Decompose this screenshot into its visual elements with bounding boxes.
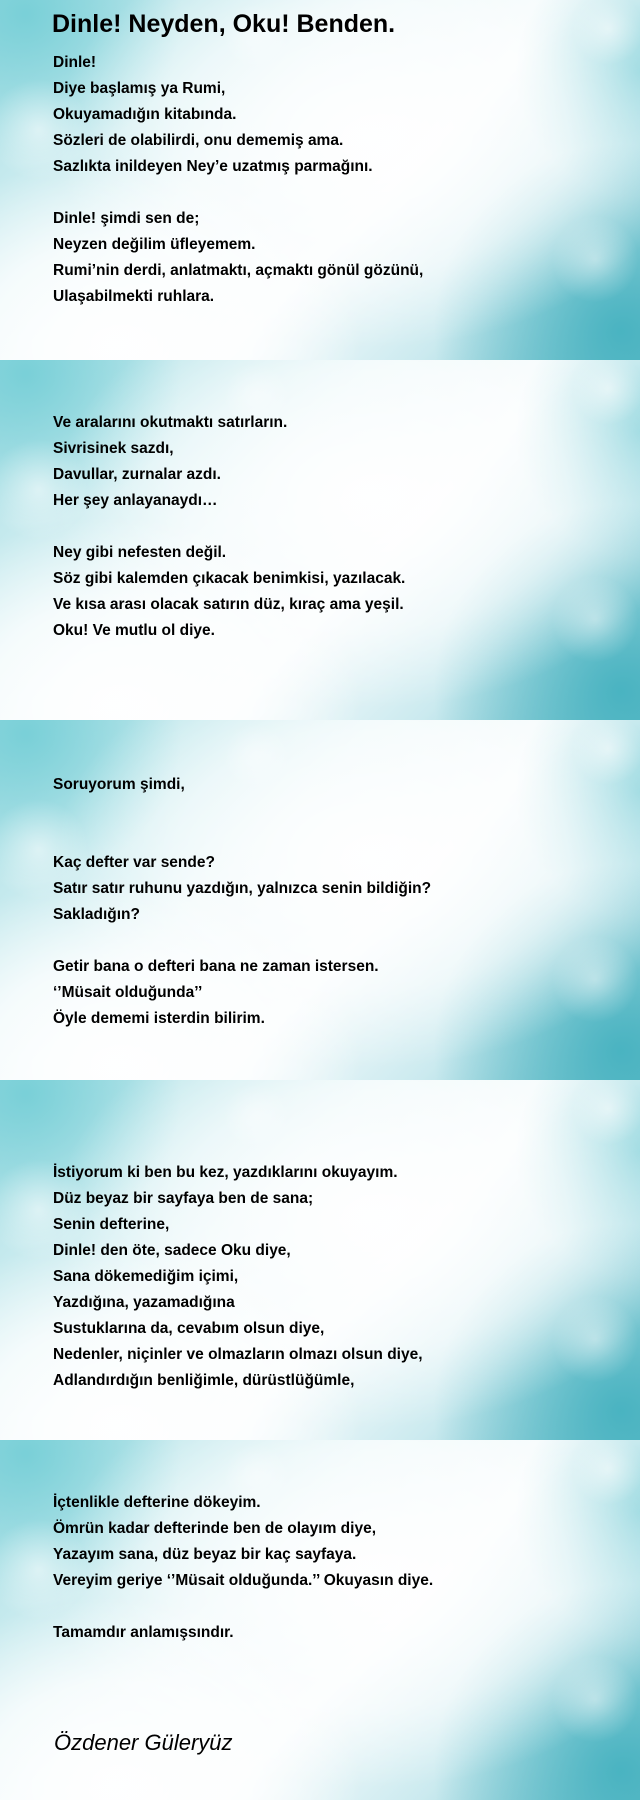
poem-line: Davullar, zurnalar azdı. xyxy=(53,466,221,483)
stanza xyxy=(53,1160,423,1394)
poem-line: Diye başlamış ya Rumi, xyxy=(53,80,226,97)
poem-line: Dinle! şimdi sen de; xyxy=(53,210,200,227)
poem-line: Ömrün kadar defterinde ben de olayım diye, xyxy=(53,1520,377,1537)
poem-panel-5 xyxy=(0,1440,640,1800)
poem-line: Düz beyaz bir sayfaya ben de sana; xyxy=(53,1190,314,1207)
stanza xyxy=(53,850,431,928)
poem-line: Sazlıkta inildeyen Ney’e uzatmış parmağını. xyxy=(53,158,373,175)
poem-line: Sustuklarına da, cevabım olsun diye, xyxy=(53,1320,325,1337)
poem-line: Sakladığın? xyxy=(53,906,140,923)
poem-line: Sana dökemediğim içimi, xyxy=(53,1268,239,1285)
stanza xyxy=(53,206,423,310)
poem-line: Soruyorum şimdi, xyxy=(53,776,185,793)
poem-line: Her şey anlayanaydı… xyxy=(53,492,218,509)
poem-line: Söz gibi kalemden çıkacak benimkisi, yazılacak. xyxy=(53,570,406,587)
poem-line: Kaç defter var sende? xyxy=(53,854,215,871)
poem-line: Neyzen değilim üfleyemem. xyxy=(53,236,256,253)
poem-line: İstiyorum ki ben bu kez, yazdıklarını okuyayım. xyxy=(53,1164,398,1181)
poem-line: Ve aralarını okutmaktı satırların. xyxy=(53,414,288,431)
poem-line: Nedenler, niçinler ve olmazların olmazı olsun diye, xyxy=(53,1346,423,1363)
poem-line: Oku! Ve mutlu ol diye. xyxy=(53,622,215,639)
poem-title: Dinle! Neyden, Oku! Benden. xyxy=(52,10,396,38)
poem-line: Yazdığına, yazamadığına xyxy=(53,1294,235,1311)
poem-line: Tamamdır anlamışsındır. xyxy=(53,1624,234,1641)
stanza xyxy=(53,1620,234,1646)
poem-line: Ve kısa arası olacak satırın düz, kıraç ama yeşil. xyxy=(53,596,404,613)
author-signature: Özdener Güleryüz xyxy=(54,1730,233,1755)
poem-line: Vereyim geriye ‘’Müsait olduğunda.’’ Okuyasın diye. xyxy=(53,1572,434,1589)
poem-line: Sözleri de olabilirdi, onu dememiş ama. xyxy=(53,132,344,149)
stanza xyxy=(53,410,287,514)
poem-panel-1 xyxy=(0,0,640,360)
poem-line: Satır satır ruhunu yazdığın, yalnızca senin bildiğin? xyxy=(53,880,432,897)
poem-line: Okuyamadığın kitabında. xyxy=(53,106,237,123)
poem-panel-4 xyxy=(0,1080,640,1440)
poem-line: ‘’Müsait olduğunda’’ xyxy=(53,984,203,1001)
poem-line: Sivrisinek sazdı, xyxy=(53,440,174,457)
poem-line: Öyle dememi isterdin bilirim. xyxy=(53,1010,265,1027)
poem-panel-3 xyxy=(0,720,640,1080)
poem-line: Ney gibi nefesten değil. xyxy=(53,544,227,561)
poem-line: Dinle! den öte, sadece Oku diye, xyxy=(53,1242,291,1259)
poem-line: Senin defterine, xyxy=(53,1216,170,1233)
stanza xyxy=(53,540,405,644)
poem-panel-2 xyxy=(0,360,640,720)
poem-line: Adlandırdığın benliğimle, dürüstlüğümle, xyxy=(53,1372,355,1389)
poem-line: Getir bana o defteri bana ne zaman istersen. xyxy=(53,958,379,975)
poem-line: İçtenlikle defterine dökeyim. xyxy=(53,1494,261,1511)
stanza xyxy=(53,954,379,1032)
stanza xyxy=(53,1490,433,1594)
poem-line: Ulaşabilmekti ruhlara. xyxy=(53,288,215,305)
poem-line: Rumi’nin derdi, anlatmaktı, açmaktı gönül gözünü, xyxy=(53,262,424,279)
stanza xyxy=(53,772,185,798)
stanza xyxy=(53,50,373,180)
poem-line: Yazayım sana, düz beyaz bir kaç sayfaya. xyxy=(53,1546,357,1563)
poem-line: Dinle! xyxy=(53,54,97,71)
